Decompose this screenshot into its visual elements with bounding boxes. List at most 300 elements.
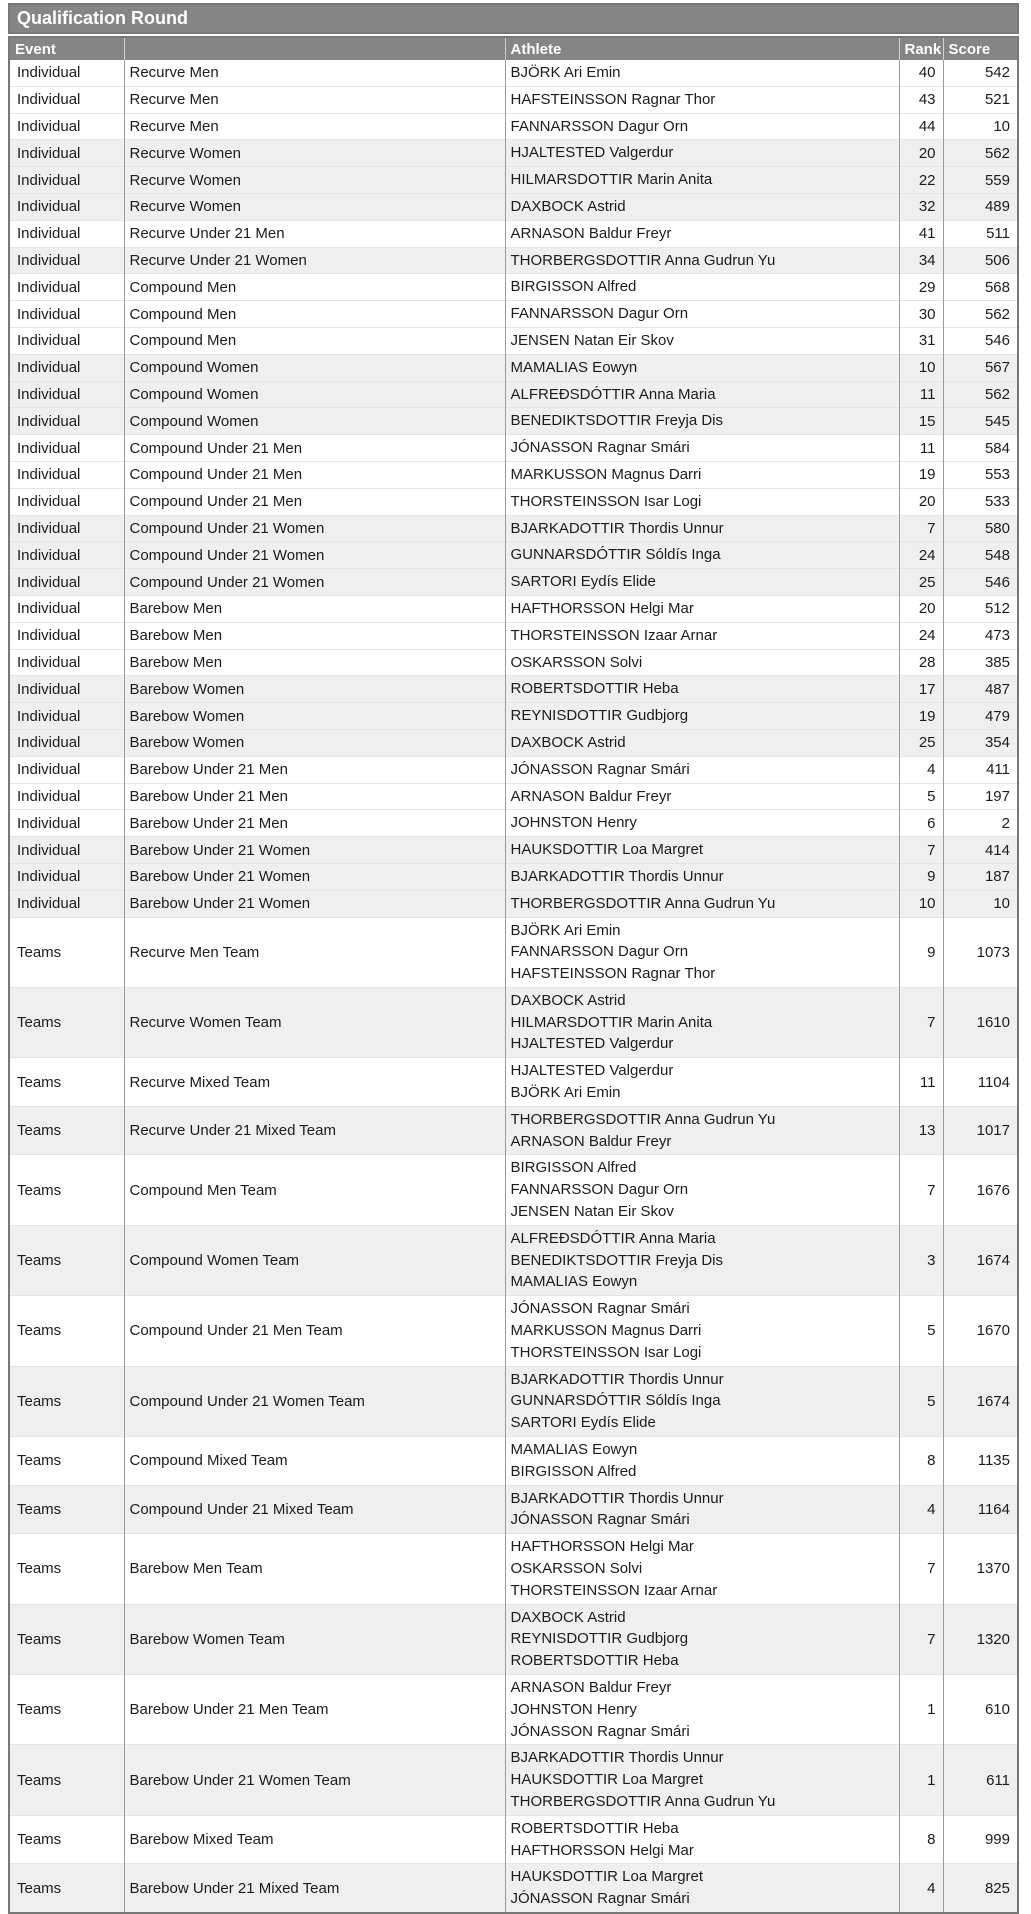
athlete-name: JOHNSTON Henry: [510, 814, 637, 832]
cell-section: Individual: [9, 274, 124, 301]
cell-event: Compound Women: [124, 381, 505, 408]
cell-rank: 30: [899, 301, 943, 328]
cell-athlete: [505, 515, 899, 542]
cell-rank: 43: [899, 86, 943, 113]
cell-score: 580: [943, 515, 1018, 542]
cell-event: Recurve Men: [124, 86, 505, 113]
cell-athlete: [505, 863, 899, 890]
cell-athlete: [505, 703, 899, 730]
column-header-event: Event: [9, 37, 124, 60]
cell-rank: 24: [899, 542, 943, 569]
cell-athlete: [505, 274, 899, 301]
table-row: [9, 220, 1018, 247]
cell-section: Individual: [9, 756, 124, 783]
athlete-name: BJÖRK Ari Emin: [510, 921, 621, 939]
cell-athlete: [505, 193, 899, 220]
cell-event: Barebow Men: [124, 622, 505, 649]
athlete-name: THORSTEINSSON Isar Logi: [510, 1343, 702, 1361]
athlete-name: GUNNARSDÓTTIR Sóldís Inga: [510, 1392, 721, 1410]
table-row: [9, 247, 1018, 274]
table-row: [9, 488, 1018, 515]
cell-athlete: [505, 381, 899, 408]
table-row: [9, 1437, 1018, 1486]
cell-score: 546: [943, 327, 1018, 354]
cell-event: Barebow Under 21 Men: [124, 756, 505, 783]
table-row: [9, 60, 1018, 86]
cell-score: 542: [943, 60, 1018, 86]
cell-event: Barebow Women Team: [124, 1604, 505, 1674]
athlete-name: JÓNASSON Ragnar Smári: [510, 760, 690, 778]
athlete-name: BJARKADOTTIR Thordis Unnur: [510, 519, 724, 537]
cell-athlete: [505, 676, 899, 703]
cell-section: Teams: [9, 1745, 124, 1815]
cell-rank: 6: [899, 810, 943, 837]
cell-section: Teams: [9, 1155, 124, 1225]
cell-score: 473: [943, 622, 1018, 649]
table-row: [9, 140, 1018, 167]
athlete-name: MARKUSSON Magnus Darri: [510, 465, 702, 483]
cell-score: 1135: [943, 1437, 1018, 1486]
cell-score: 2: [943, 810, 1018, 837]
cell-rank: 29: [899, 274, 943, 301]
cell-event: Compound Men: [124, 327, 505, 354]
cell-event: Barebow Under 21 Mixed Team: [124, 1864, 505, 1913]
table-row: [9, 274, 1018, 301]
cell-athlete: [505, 1058, 899, 1107]
table-row: [9, 113, 1018, 140]
cell-event: Barebow Under 21 Women Team: [124, 1745, 505, 1815]
cell-event: Barebow Under 21 Men: [124, 810, 505, 837]
cell-event: Compound Women: [124, 408, 505, 435]
table-row: [9, 1485, 1018, 1534]
cell-section: Individual: [9, 381, 124, 408]
athlete-name: BIRGISSON Alfred: [510, 1462, 637, 1480]
cell-event: Recurve Men Team: [124, 917, 505, 987]
table-row: [9, 542, 1018, 569]
cell-athlete: [505, 987, 899, 1057]
athlete-name: SARTORI Eydís Elide: [510, 1414, 656, 1432]
table-row: [9, 1225, 1018, 1295]
cell-section: Teams: [9, 1485, 124, 1534]
cell-rank: 4: [899, 756, 943, 783]
table-row: [9, 917, 1018, 987]
cell-score: 10: [943, 113, 1018, 140]
cell-athlete: [505, 488, 899, 515]
cell-rank: 5: [899, 1296, 943, 1366]
cell-rank: 40: [899, 60, 943, 86]
column-header-event-name: [124, 37, 505, 60]
cell-rank: 7: [899, 987, 943, 1057]
table-row: [9, 810, 1018, 837]
table-row: [9, 783, 1018, 810]
athlete-name: BJARKADOTTIR Thordis Unnur: [510, 1749, 724, 1767]
athlete-name: THORBERGSDOTTIR Anna Gudrun Yu: [510, 894, 776, 912]
cell-section: Individual: [9, 649, 124, 676]
athlete-name: BENEDIKTSDOTTIR Freyja Dis: [510, 1251, 724, 1269]
table-row: [9, 1296, 1018, 1366]
athlete-name: HAFTHORSSON Helgi Mar: [510, 1841, 694, 1859]
cell-rank: 34: [899, 247, 943, 274]
table-row: [9, 756, 1018, 783]
athlete-name: FANNARSSON Dagur Orn: [510, 1181, 689, 1199]
cell-score: 562: [943, 301, 1018, 328]
athlete-name: ROBERTSDOTTIR Heba: [510, 680, 679, 698]
cell-event: Recurve Under 21 Mixed Team: [124, 1106, 505, 1155]
cell-section: Teams: [9, 987, 124, 1057]
table-row: [9, 327, 1018, 354]
cell-athlete: [505, 569, 899, 596]
table-row: [9, 354, 1018, 381]
cell-rank: 11: [899, 435, 943, 462]
cell-rank: 3: [899, 1225, 943, 1295]
cell-rank: 8: [899, 1437, 943, 1486]
athlete-name: FANNARSSON Dagur Orn: [510, 943, 689, 961]
cell-section: Individual: [9, 301, 124, 328]
cell-event: Recurve Women Team: [124, 987, 505, 1057]
cell-athlete: [505, 435, 899, 462]
cell-section: Individual: [9, 569, 124, 596]
table-row: [9, 837, 1018, 864]
table-row: [9, 1534, 1018, 1604]
cell-score: 1610: [943, 987, 1018, 1057]
cell-section: Teams: [9, 1296, 124, 1366]
cell-rank: 10: [899, 890, 943, 917]
table-row: [9, 1675, 1018, 1745]
cell-athlete: [505, 301, 899, 328]
cell-section: Individual: [9, 515, 124, 542]
cell-section: Individual: [9, 863, 124, 890]
cell-section: Individual: [17, 64, 81, 82]
cell-athlete: [505, 113, 899, 140]
cell-event: Recurve Men: [124, 113, 505, 140]
cell-score: 354: [943, 729, 1018, 756]
cell-section: Individual: [9, 247, 124, 274]
cell-section: Teams: [9, 1437, 124, 1486]
cell-section: Individual: [9, 676, 124, 703]
cell-score: 545: [943, 408, 1018, 435]
cell-score: 562: [943, 381, 1018, 408]
cell-athlete: [505, 890, 899, 917]
cell-score: 385: [943, 649, 1018, 676]
cell-event: Barebow Men: [124, 649, 505, 676]
cell-section: Teams: [9, 1534, 124, 1604]
cell-athlete: [505, 327, 899, 354]
cell-section: Individual: [9, 729, 124, 756]
cell-section: Individual: [9, 167, 124, 194]
cell-score: 512: [943, 595, 1018, 622]
cell-event: Barebow Women: [124, 703, 505, 730]
athlete-name: THORBERGSDOTTIR Anna Gudrun Yu: [510, 251, 776, 269]
cell-athlete: [505, 649, 899, 676]
athlete-name: GUNNARSDÓTTIR Sóldís Inga: [510, 546, 721, 564]
table-row: [9, 301, 1018, 328]
athlete-name: JENSEN Natan Eir Skov: [510, 331, 674, 349]
athlete-name: MAMALIAS Eowyn: [510, 1441, 638, 1459]
athlete-name: JENSEN Natan Eir Skov: [510, 1203, 674, 1221]
cell-event: Compound Women Team: [124, 1225, 505, 1295]
table-row: [9, 729, 1018, 756]
athlete-name: ARNASON Baldur Freyr: [510, 1679, 672, 1696]
cell-rank: 10: [899, 354, 943, 381]
cell-athlete: [505, 60, 899, 86]
cell-athlete: [505, 1604, 899, 1674]
athlete-name: BJÖRK Ari Emin: [510, 1084, 621, 1102]
table-row: [9, 649, 1018, 676]
athlete-name: SARTORI Eydís Elide: [510, 573, 656, 591]
cell-score: 487: [943, 676, 1018, 703]
cell-athlete: [505, 354, 899, 381]
cell-athlete: [505, 595, 899, 622]
table-row: [9, 1058, 1018, 1107]
cell-rank: 7: [899, 515, 943, 542]
cell-section: Individual: [9, 783, 124, 810]
cell-rank: 20: [899, 595, 943, 622]
cell-section: Teams: [9, 1058, 124, 1107]
athlete-name: HAFSTEINSSON Ragnar Thor: [510, 965, 716, 983]
athlete-name: MAMALIAS Eowyn: [510, 358, 638, 376]
cell-event: Compound Under 21 Men Team: [124, 1296, 505, 1366]
cell-score: 1674: [943, 1366, 1018, 1436]
cell-athlete: [505, 1296, 899, 1366]
cell-rank: 7: [899, 1534, 943, 1604]
cell-event: Compound Men: [124, 301, 505, 328]
cell-event: Barebow Mixed Team: [124, 1815, 505, 1864]
athlete-name: HJALTESTED Valgerdur: [510, 1062, 674, 1080]
cell-rank: 19: [899, 703, 943, 730]
cell-section: Individual: [9, 354, 124, 381]
table-row: [9, 461, 1018, 488]
cell-event: Compound Under 21 Men: [124, 488, 505, 515]
cell-event: Recurve Mixed Team: [124, 1058, 505, 1107]
cell-event: Barebow Women: [124, 676, 505, 703]
cell-section: Teams: [9, 1864, 124, 1913]
cell-athlete: [505, 1366, 899, 1436]
cell-rank: 11: [899, 1058, 943, 1107]
cell-section: Individual: [9, 193, 124, 220]
table-row: [9, 987, 1018, 1057]
cell-rank: 7: [899, 1155, 943, 1225]
cell-section: Teams: [9, 1225, 124, 1295]
cell-section: Individual: [9, 113, 124, 140]
athlete-name: HAFSTEINSSON Ragnar Thor: [510, 90, 716, 108]
athlete-name: THORBERGSDOTTIR Anna Gudrun Yu: [510, 1792, 776, 1810]
cell-rank: 13: [899, 1106, 943, 1155]
athlete-name: DAXBOCK Astrid: [510, 1608, 626, 1626]
athlete-name: HAUKSDOTTIR Loa Margret: [510, 1868, 704, 1886]
table-row: [9, 622, 1018, 649]
athlete-name: BJARKADOTTIR Thordis Unnur: [510, 867, 724, 885]
cell-event: Recurve Under 21 Men: [124, 220, 505, 247]
table-row: [9, 676, 1018, 703]
athlete-name: DAXBOCK Astrid: [510, 733, 626, 751]
cell-rank: 22: [899, 167, 943, 194]
cell-section: Individual: [9, 86, 124, 113]
table-row: [9, 167, 1018, 194]
cell-section: Individual: [9, 810, 124, 837]
cell-section: Individual: [9, 435, 124, 462]
cell-event: Compound Men Team: [124, 1155, 505, 1225]
page-title: Qualification Round: [8, 3, 1019, 34]
cell-event: Barebow Under 21 Women: [124, 890, 505, 917]
athlete-name: THORSTEINSSON Izaar Arnar: [510, 1581, 718, 1599]
cell-score: 1670: [943, 1296, 1018, 1366]
cell-section: Individual: [9, 140, 124, 167]
athlete-name: ARNASON Baldur Freyr: [510, 1132, 672, 1150]
cell-rank: 4: [899, 1864, 943, 1913]
cell-rank: 28: [899, 649, 943, 676]
cell-event: Barebow Women: [124, 729, 505, 756]
cell-section: Individual: [9, 220, 124, 247]
athlete-name: OSKARSSON Solvi: [510, 1560, 643, 1578]
cell-event: Barebow Under 21 Women: [124, 837, 505, 864]
table-row: [9, 569, 1018, 596]
cell-score: 584: [943, 435, 1018, 462]
cell-section: Individual: [9, 408, 124, 435]
cell-section: Individual: [9, 488, 124, 515]
cell-event: Recurve Men: [124, 60, 505, 86]
cell-athlete: [505, 1864, 899, 1913]
athlete-name: MARKUSSON Magnus Darri: [510, 1322, 702, 1340]
table-row: [9, 595, 1018, 622]
cell-section: Individual: [9, 461, 124, 488]
cell-score: 411: [943, 756, 1018, 783]
athlete-name: FANNARSSON Dagur Orn: [510, 305, 689, 323]
athlete-name: ALFREÐSDÓTTIR Anna Maria: [510, 1229, 716, 1247]
cell-score: 562: [943, 140, 1018, 167]
athlete-name: JÓNASSON Ragnar Smári: [510, 1511, 690, 1529]
cell-event: Barebow Men Team: [124, 1534, 505, 1604]
athlete-name: FANNARSSON Dagur Orn: [510, 117, 689, 135]
athlete-name: BJÖRK Ari Emin: [510, 64, 621, 81]
athlete-name: JÓNASSON Ragnar Smári: [510, 1890, 690, 1908]
cell-rank: 32: [899, 193, 943, 220]
cell-event: Compound Women: [124, 354, 505, 381]
cell-athlete: [505, 542, 899, 569]
cell-rank: 31: [899, 327, 943, 354]
cell-score: 1017: [943, 1106, 1018, 1155]
cell-section: Teams: [9, 917, 124, 987]
cell-score: 1104: [943, 1058, 1018, 1107]
cell-score: 1164: [943, 1485, 1018, 1534]
cell-rank: 7: [899, 837, 943, 864]
cell-section: Individual: [9, 327, 124, 354]
cell-athlete: [505, 1485, 899, 1534]
table-row: [9, 1815, 1018, 1864]
cell-section: Individual: [9, 837, 124, 864]
cell-event: Compound Under 21 Women: [124, 515, 505, 542]
athlete-name: HJALTESTED Valgerdur: [510, 1035, 674, 1053]
table-row: [9, 1604, 1018, 1674]
cell-event: Compound Under 21 Women Team: [124, 1366, 505, 1436]
table-header-row: [9, 37, 1018, 60]
cell-rank: 9: [899, 863, 943, 890]
athlete-name: ARNASON Baldur Freyr: [510, 224, 672, 242]
athlete-name: HAUKSDOTTIR Loa Margret: [510, 1771, 704, 1789]
cell-score: 479: [943, 703, 1018, 730]
cell-section: Teams: [9, 1106, 124, 1155]
cell-rank: 5: [899, 783, 943, 810]
table-row: [9, 193, 1018, 220]
table-row: [9, 1106, 1018, 1155]
cell-athlete: [505, 756, 899, 783]
cell-rank: 1: [899, 1745, 943, 1815]
cell-event: Recurve Women: [124, 193, 505, 220]
cell-rank: 41: [899, 220, 943, 247]
athlete-name: BJARKADOTTIR Thordis Unnur: [510, 1489, 724, 1507]
cell-event: Compound Mixed Team: [124, 1437, 505, 1486]
cell-event: Barebow Under 21 Men: [124, 783, 505, 810]
cell-athlete: [505, 1815, 899, 1864]
cell-athlete: [505, 622, 899, 649]
cell-section: Teams: [9, 1604, 124, 1674]
cell-score: 610: [943, 1675, 1018, 1745]
athlete-name: JOHNSTON Henry: [510, 1700, 637, 1718]
athlete-name: HILMARSDOTTIR Marin Anita: [510, 1013, 713, 1031]
cell-athlete: [505, 86, 899, 113]
cell-event: Compound Under 21 Mixed Team: [124, 1485, 505, 1534]
athlete-name: BENEDIKTSDOTTIR Freyja Dis: [510, 412, 724, 430]
athlete-name: HAFTHORSSON Helgi Mar: [510, 599, 694, 617]
table-row: [9, 1745, 1018, 1815]
cell-rank: 1: [899, 1675, 943, 1745]
table-row: [9, 86, 1018, 113]
cell-score: 414: [943, 837, 1018, 864]
cell-section: Teams: [9, 1366, 124, 1436]
cell-score: 553: [943, 461, 1018, 488]
athlete-name: HJALTESTED Valgerdur: [510, 144, 674, 162]
cell-athlete: [505, 1106, 899, 1155]
athlete-name: ARNASON Baldur Freyr: [510, 787, 672, 805]
cell-score: 197: [943, 783, 1018, 810]
cell-rank: 25: [899, 729, 943, 756]
cell-score: 999: [943, 1815, 1018, 1864]
cell-score: 1320: [943, 1604, 1018, 1674]
cell-event: Compound Under 21 Women: [124, 542, 505, 569]
cell-score: 1674: [943, 1225, 1018, 1295]
cell-event: Barebow Men: [124, 595, 505, 622]
cell-section: Individual: [9, 703, 124, 730]
cell-athlete: [505, 1225, 899, 1295]
athlete-name: THORBERGSDOTTIR Anna Gudrun Yu: [510, 1110, 776, 1128]
cell-score: 548: [943, 542, 1018, 569]
cell-rank: 20: [899, 488, 943, 515]
cell-section: Teams: [9, 1675, 124, 1745]
cell-score: 1676: [943, 1155, 1018, 1225]
cell-event: Barebow Under 21 Women: [124, 863, 505, 890]
athlete-name: DAXBOCK Astrid: [510, 197, 626, 215]
qualification-results-table: [8, 36, 1019, 1914]
column-header-rank: Rank: [899, 37, 943, 60]
cell-event: Barebow Under 21 Men Team: [124, 1675, 505, 1745]
table-row: [9, 435, 1018, 462]
athlete-name: BIRGISSON Alfred: [510, 278, 637, 296]
cell-rank: 17: [899, 676, 943, 703]
cell-athlete: [505, 140, 899, 167]
cell-athlete: [505, 408, 899, 435]
cell-event: Recurve Women: [124, 167, 505, 194]
cell-section: Individual: [9, 542, 124, 569]
table-row: [9, 1155, 1018, 1225]
cell-athlete: [505, 1534, 899, 1604]
athlete-name: REYNISDOTTIR Gudbjorg: [510, 707, 689, 725]
athlete-name: THORSTEINSSON Isar Logi: [510, 492, 702, 510]
cell-score: 10: [943, 890, 1018, 917]
athlete-name: JÓNASSON Ragnar Smári: [510, 1300, 690, 1318]
athlete-name: HAUKSDOTTIR Loa Margret: [510, 841, 704, 859]
cell-rank: 5: [899, 1366, 943, 1436]
cell-rank: 19: [899, 461, 943, 488]
cell-athlete: [505, 1675, 899, 1745]
